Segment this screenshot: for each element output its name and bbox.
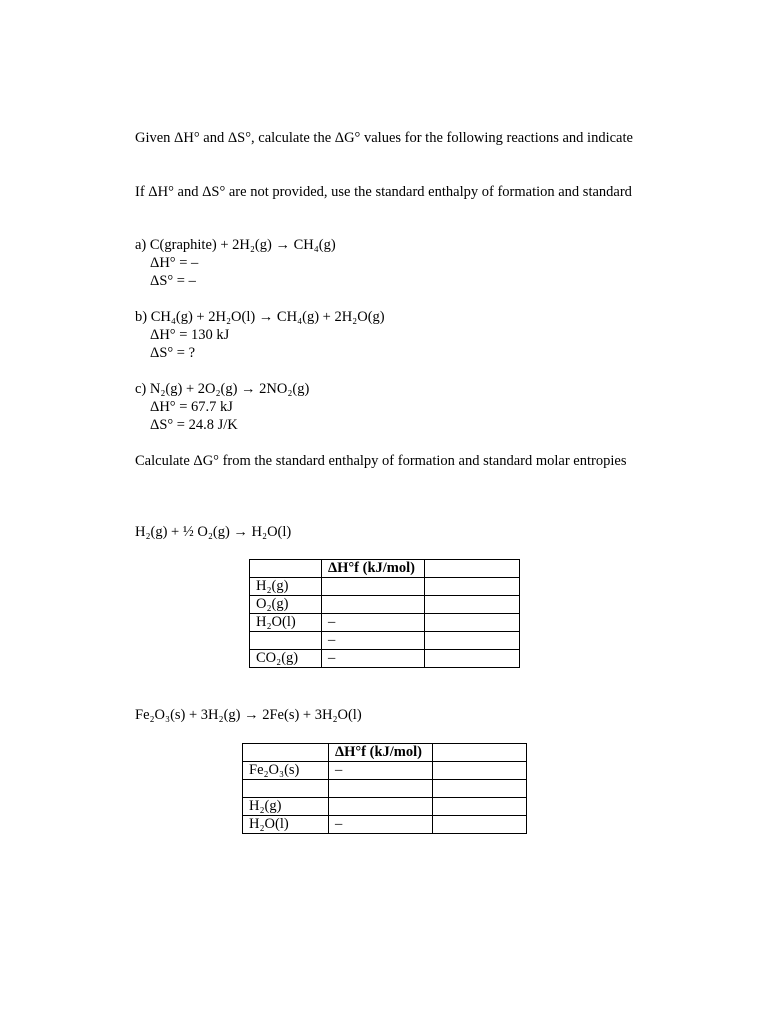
table-cell: O₂(g) bbox=[250, 596, 322, 614]
table-cell: CO₂(g) bbox=[250, 650, 322, 668]
table2-equation: Fe₂O₃(s) + 3H₂(g) → 2Fe(s) + 3H₂O(l) bbox=[135, 707, 362, 723]
intro-line-1: Given ΔH° and ΔS°, calculate the ΔG° values for the following reactions and indicate bbox=[135, 130, 633, 146]
table-cell bbox=[250, 632, 322, 650]
table-cell: – bbox=[322, 632, 425, 650]
table-row bbox=[250, 614, 520, 632]
table-row bbox=[250, 650, 520, 668]
table-cell: Fe₂O₃(s) bbox=[243, 762, 329, 780]
table-cell bbox=[329, 780, 433, 798]
table-cell bbox=[433, 798, 527, 816]
table-row bbox=[243, 798, 527, 816]
table-cell: H₂O(l) bbox=[250, 614, 322, 632]
table-cell: – bbox=[329, 816, 433, 834]
table-cell bbox=[322, 578, 425, 596]
table-row bbox=[243, 762, 527, 780]
table-row bbox=[243, 816, 527, 834]
table-row bbox=[250, 632, 520, 650]
enthalpy-table-1 bbox=[249, 559, 520, 668]
table-header-cell bbox=[243, 744, 329, 762]
table-cell bbox=[322, 596, 425, 614]
table-header-cell bbox=[433, 744, 527, 762]
table-header-cell: ΔH°f (kJ/mol) bbox=[329, 744, 433, 762]
reaction-b-entropy: ΔS° = ? bbox=[150, 345, 196, 361]
table-row bbox=[250, 578, 520, 596]
table-header-cell bbox=[425, 560, 520, 578]
table-cell bbox=[433, 780, 527, 798]
table-cell bbox=[433, 762, 527, 780]
table-header-cell bbox=[250, 560, 322, 578]
table-header-cell: ΔH°f (kJ/mol) bbox=[322, 560, 425, 578]
table-cell: – bbox=[322, 614, 425, 632]
reaction-a-entropy: ΔS° = – bbox=[150, 273, 196, 289]
table-header-row bbox=[250, 560, 520, 578]
table1-equation: H₂(g) + ½ O₂(g) → H₂O(l) bbox=[135, 524, 292, 540]
table-cell bbox=[243, 780, 329, 798]
reaction-a-enthalpy: ΔH° = – bbox=[150, 255, 199, 271]
table-cell: H₂O(l) bbox=[243, 816, 329, 834]
calc-instruction: Calculate ΔG° from the standard enthalpy of formation and standard molar entropies bbox=[135, 453, 627, 469]
table-cell bbox=[425, 632, 520, 650]
table-cell bbox=[329, 798, 433, 816]
reaction-b-enthalpy: ΔH° = 130 kJ bbox=[150, 327, 230, 343]
table-cell bbox=[425, 614, 520, 632]
table-cell bbox=[433, 816, 527, 834]
intro-line-2: If ΔH° and ΔS° are not provided, use the standard enthalpy of formation and standard bbox=[135, 184, 632, 200]
table-cell: – bbox=[322, 650, 425, 668]
reaction-c-equation: c) N₂(g) + 2O₂(g) → 2NO₂(g) bbox=[135, 381, 310, 397]
table-row bbox=[243, 780, 527, 798]
table-row bbox=[250, 596, 520, 614]
reaction-c-entropy: ΔS° = 24.8 J/K bbox=[150, 417, 238, 433]
enthalpy-table-2 bbox=[242, 743, 527, 834]
reaction-b-equation: b) CH₄(g) + 2H₂O(l) → CH₄(g) + 2H₂O(g) bbox=[135, 309, 385, 325]
table-cell bbox=[425, 596, 520, 614]
table-cell: H₂(g) bbox=[243, 798, 329, 816]
reaction-a-equation: a) C(graphite) + 2H₂(g) → CH₄(g) bbox=[135, 237, 336, 253]
table-header-row bbox=[243, 744, 527, 762]
table-cell bbox=[425, 650, 520, 668]
reaction-c-enthalpy: ΔH° = 67.7 kJ bbox=[150, 399, 233, 415]
table-cell: H₂(g) bbox=[250, 578, 322, 596]
table-cell bbox=[425, 578, 520, 596]
table-cell: – bbox=[329, 762, 433, 780]
